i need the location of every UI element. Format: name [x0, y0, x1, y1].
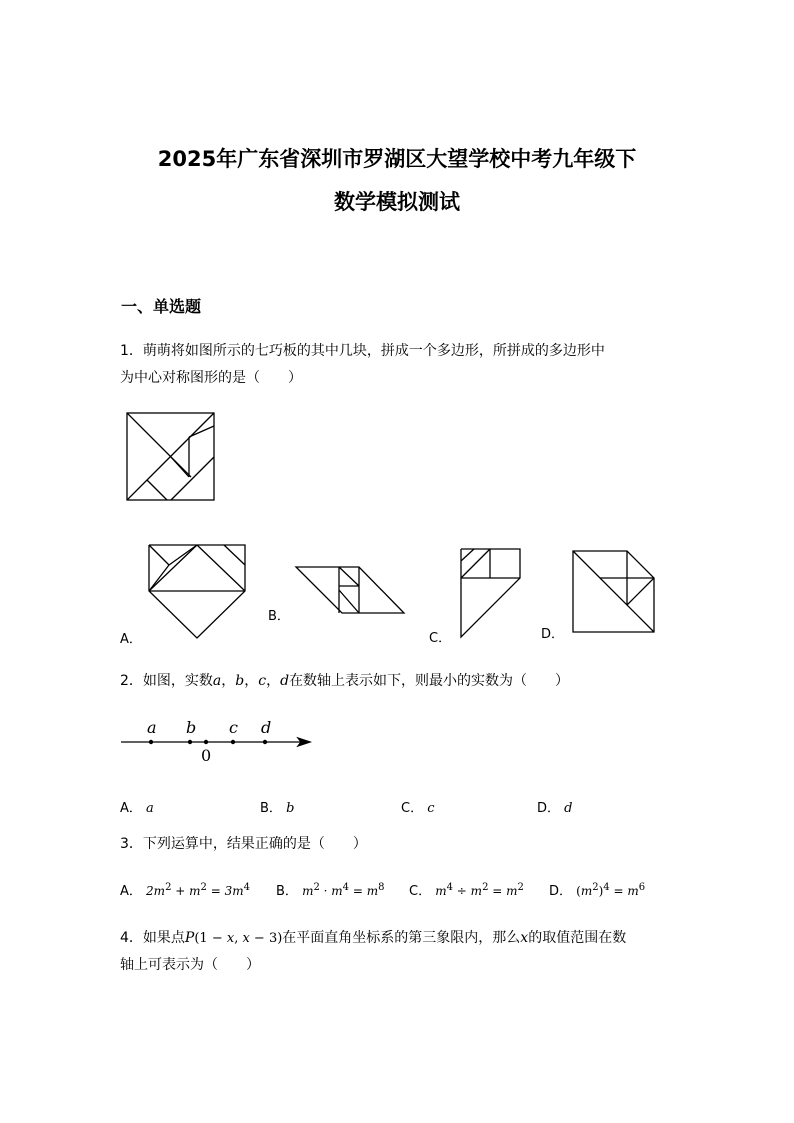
q3-option-a[interactable] — [120, 880, 250, 899]
question-2 — [120, 668, 569, 695]
q1-option-d-figure[interactable] — [572, 550, 656, 634]
q2-option-a-value: a — [146, 801, 154, 816]
axis-label-zero: 0 — [201, 746, 212, 765]
q3-option-b[interactable] — [276, 880, 385, 899]
q3-option-d[interactable] — [549, 880, 645, 899]
question-4-tail2: 的取值范围在数 — [528, 930, 627, 946]
q2-option-d-value: d — [564, 801, 573, 816]
q2-option-d-label: D． — [537, 801, 561, 816]
question-4-line2: 轴上可表示为（ ） — [120, 957, 260, 973]
q2-var-b: b — [235, 673, 245, 689]
q4-point-coords: (1 − x, x − 3) — [194, 931, 283, 946]
question-4-prefix: 4．如果点 — [120, 930, 185, 946]
q3-option-c[interactable] — [409, 880, 524, 899]
q1-option-a-figure[interactable] — [148, 544, 246, 639]
axis-label-c: c — [229, 718, 238, 737]
q2-sep-1: ， — [221, 673, 236, 689]
question-4-tail1: 在平面直角坐标系的第三象限内，那么 — [282, 930, 521, 946]
q4-point-p: P — [184, 930, 195, 946]
q2-option-b-value: b — [286, 801, 295, 816]
q3-option-a-formula: $2m^2 + m^2 = 3m^4$ — [146, 882, 250, 898]
q2-option-b[interactable] — [260, 797, 294, 816]
q2-sep-2: ， — [244, 673, 259, 689]
q3-option-d-label: D． — [549, 884, 573, 899]
tangram-figure — [127, 413, 215, 501]
q2-var-d: d — [280, 673, 290, 689]
q3-option-c-label: C． — [409, 884, 432, 899]
q3-option-b-formula: $m^2 \cdot m^4 = m^8$ — [302, 882, 385, 898]
q3-option-b-label: B． — [276, 884, 298, 899]
question-4-line1 — [120, 925, 690, 952]
q2-option-c-value: c — [427, 801, 435, 816]
question-2-prefix: 2．如图，实数 — [120, 673, 213, 689]
q2-option-c-label: C． — [401, 801, 424, 816]
axis-label-b: b — [186, 718, 197, 737]
q3-option-d-formula: $(m^2)^4 = m^6$ — [576, 882, 646, 898]
q2-option-a-label: A． — [120, 801, 142, 816]
q2-var-a: a — [212, 673, 222, 689]
q1-option-d-label[interactable]: D． — [541, 627, 565, 642]
q3-option-c-formula: $m^4 \div m^2 = m^2$ — [435, 882, 524, 898]
axis-label-a: a — [147, 718, 157, 737]
q1-option-c-figure[interactable] — [460, 548, 522, 638]
q2-option-c[interactable] — [401, 797, 435, 816]
section-heading: 一、单选题 — [121, 297, 202, 316]
q2-option-d[interactable] — [537, 797, 572, 816]
question-1-line2: 为中心对称图形的是（ ） — [120, 370, 302, 386]
q1-option-b-figure[interactable] — [295, 566, 405, 614]
q2-option-a[interactable] — [120, 797, 154, 816]
q2-option-b-label: B． — [260, 801, 282, 816]
q1-option-c-label[interactable]: C． — [429, 631, 452, 646]
q1-option-b-label[interactable]: B． — [268, 609, 290, 624]
q4-var-x: x — [520, 930, 529, 946]
question-2-tail: 在数轴上表示如下，则最小的实数为（ ） — [289, 673, 570, 689]
q2-sep-3: ， — [266, 673, 281, 689]
doc-title-line1: 2025年广东省深圳市罗湖区大望学校中考九年级下 — [157, 147, 637, 171]
question-4 — [120, 925, 690, 979]
question-1 — [120, 338, 690, 392]
q3-option-a-label: A． — [120, 884, 142, 899]
axis-label-d: d — [261, 718, 272, 737]
question-3: 3．下列运算中，结果正确的是（ ） — [120, 836, 367, 852]
question-1-line1: 1．萌萌将如图所示的七巧板的其中几块，拼成一个多边形，所拼成的多边形中 — [120, 343, 605, 359]
q1-option-a-label[interactable]: A． — [120, 632, 142, 647]
q2-var-c: c — [258, 673, 267, 689]
doc-title-line2: 数学模拟测试 — [334, 190, 460, 214]
